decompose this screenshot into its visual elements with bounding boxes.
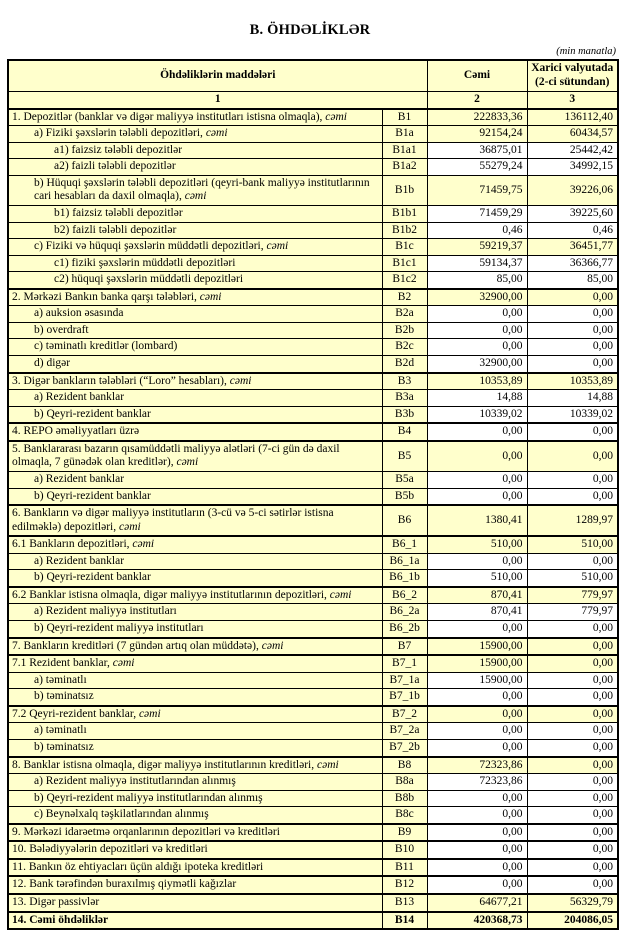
table-row bbox=[8, 604, 618, 621]
table-row bbox=[8, 638, 618, 656]
row-code: B1c2 bbox=[382, 272, 427, 289]
foreign-currency-value: 0,00 bbox=[527, 723, 618, 740]
row-code: B3a bbox=[382, 390, 427, 407]
header-col-1: 1 bbox=[8, 92, 427, 109]
table-row bbox=[8, 306, 618, 323]
row-label: 1. Depozitlər (banklar və digər maliyyə institutları istisna olmaqla), cəmi bbox=[8, 109, 382, 126]
table-row bbox=[8, 159, 618, 176]
row-code: B2a bbox=[382, 306, 427, 323]
total-value: 92154,24 bbox=[427, 126, 527, 143]
table-row bbox=[8, 289, 618, 306]
total-value: 0,46 bbox=[427, 222, 527, 239]
foreign-currency-value: 204086,05 bbox=[527, 912, 618, 930]
row-code: B10 bbox=[382, 841, 427, 859]
total-value: 32900,00 bbox=[427, 289, 527, 306]
row-code: B3 bbox=[382, 373, 427, 390]
total-value: 10353,89 bbox=[427, 373, 527, 390]
row-label-italic: cəmi bbox=[322, 110, 348, 123]
table-row bbox=[8, 841, 618, 859]
total-value: 0,00 bbox=[427, 876, 527, 894]
table-row bbox=[8, 175, 618, 205]
row-label-italic: cəmi bbox=[326, 588, 352, 601]
total-value: 71459,75 bbox=[427, 175, 527, 205]
table-row bbox=[8, 126, 618, 143]
row-label-italic: cəmi bbox=[196, 290, 222, 303]
row-label: a) Rezident banklar bbox=[8, 553, 382, 570]
row-code: B11 bbox=[382, 859, 427, 877]
total-value: 0,00 bbox=[427, 841, 527, 859]
row-code: B1a bbox=[382, 126, 427, 143]
row-label: b2) faizli tələbli depozitlər bbox=[8, 222, 382, 239]
row-label: 13. Digər passivlər bbox=[8, 894, 382, 912]
total-value: 0,00 bbox=[427, 739, 527, 756]
table-row bbox=[8, 706, 618, 723]
table-row bbox=[8, 536, 618, 553]
row-label: c) Fiziki və hüquqi şəxslərin müddətli depozitləri, cəmi bbox=[8, 239, 382, 256]
row-code: B6_1 bbox=[382, 536, 427, 553]
foreign-currency-value: 0,00 bbox=[527, 757, 618, 774]
row-label-italic: cəmi bbox=[173, 456, 199, 469]
row-label: 4. REPO əməliyyatları üzrə bbox=[8, 423, 382, 441]
foreign-currency-value: 0,00 bbox=[527, 553, 618, 570]
total-value: 870,41 bbox=[427, 587, 527, 604]
header-row-titles bbox=[8, 60, 618, 92]
row-label: a) auksion əsasında bbox=[8, 306, 382, 323]
row-label: 10. Bələdiyyələrin depozitləri və kreditləri bbox=[8, 841, 382, 859]
row-code: B14 bbox=[382, 912, 427, 930]
row-code: B7 bbox=[382, 638, 427, 656]
row-label: b) təminatsız bbox=[8, 739, 382, 756]
foreign-currency-value: 36451,77 bbox=[527, 239, 618, 256]
table-row bbox=[8, 807, 618, 824]
foreign-currency-value: 510,00 bbox=[527, 536, 618, 553]
total-value: 72323,86 bbox=[427, 774, 527, 791]
table-row bbox=[8, 505, 618, 536]
total-value: 0,00 bbox=[427, 621, 527, 638]
header-total: Cəmi bbox=[427, 60, 527, 92]
row-label: a1) faizsiz tələbli depozitlər bbox=[8, 142, 382, 159]
row-code: B2 bbox=[382, 289, 427, 306]
table-row bbox=[8, 406, 618, 423]
table-header bbox=[8, 60, 618, 109]
total-value: 420368,73 bbox=[427, 912, 527, 930]
row-label: b) overdraft bbox=[8, 322, 382, 339]
foreign-currency-value: 0,00 bbox=[527, 859, 618, 877]
header-foreign: Xarici valyutada (2-ci sütundan) bbox=[527, 60, 618, 92]
total-value: 0,00 bbox=[427, 471, 527, 488]
foreign-currency-value: 0,46 bbox=[527, 222, 618, 239]
row-code: B6_1a bbox=[382, 553, 427, 570]
row-label: a2) faizli tələbli depozitlər bbox=[8, 159, 382, 176]
foreign-currency-value: 0,00 bbox=[527, 774, 618, 791]
foreign-currency-value: 510,00 bbox=[527, 570, 618, 587]
row-code: B12 bbox=[382, 876, 427, 894]
row-label: c1) fiziki şəxslərin müddətli depozitləri bbox=[8, 255, 382, 272]
header-row-numbers bbox=[8, 92, 618, 109]
row-label: c) Beynəlxalq təşkilatlarından alınmış bbox=[8, 807, 382, 824]
row-code: B6_2b bbox=[382, 621, 427, 638]
table-row bbox=[8, 239, 618, 256]
row-code: B2c bbox=[382, 339, 427, 356]
total-value: 0,00 bbox=[427, 824, 527, 842]
total-value: 0,00 bbox=[427, 441, 527, 472]
row-label: b) Qeyri-rezident maliyyə institutları bbox=[8, 621, 382, 638]
row-label: b) Qeyri-rezident maliyyə institutlarından alınmış bbox=[8, 790, 382, 807]
row-label-italic: cəmi bbox=[258, 639, 284, 652]
table-row bbox=[8, 824, 618, 842]
total-value: 32900,00 bbox=[427, 356, 527, 373]
total-value: 85,00 bbox=[427, 272, 527, 289]
row-label: a) təminatlı bbox=[8, 672, 382, 689]
row-label: a) Fiziki şəxslərin tələbli depozitləri, cəmi bbox=[8, 126, 382, 143]
total-value: 14,88 bbox=[427, 390, 527, 407]
row-label: 7. Bankların kreditləri (7 gündən artıq olan müddətə), cəmi bbox=[8, 638, 382, 656]
row-code: B3b bbox=[382, 406, 427, 423]
row-code: B1b1 bbox=[382, 205, 427, 222]
row-label: b) Qeyri-rezident banklar bbox=[8, 570, 382, 587]
row-code: B8a bbox=[382, 774, 427, 791]
row-code: B1b bbox=[382, 175, 427, 205]
header-items: Öhdəliklərin maddələri bbox=[8, 60, 427, 92]
foreign-currency-value: 0,00 bbox=[527, 841, 618, 859]
total-value: 15900,00 bbox=[427, 655, 527, 672]
total-value: 1380,41 bbox=[427, 505, 527, 536]
row-code: B2d bbox=[382, 356, 427, 373]
foreign-currency-value: 0,00 bbox=[527, 689, 618, 706]
row-label: 6.1 Bankların depozitləri, cəmi bbox=[8, 536, 382, 553]
table-row bbox=[8, 471, 618, 488]
row-code: B7_1a bbox=[382, 672, 427, 689]
row-code: B6_2a bbox=[382, 604, 427, 621]
row-label: 2. Mərkəzi Bankın banka qarşı tələbləri, cəmi bbox=[8, 289, 382, 306]
table-row bbox=[8, 272, 618, 289]
total-value: 15900,00 bbox=[427, 672, 527, 689]
row-label: b1) faizsiz tələbli depozitlər bbox=[8, 205, 382, 222]
table-row bbox=[8, 322, 618, 339]
foreign-currency-value: 0,00 bbox=[527, 739, 618, 756]
row-label: 5. Banklararası bazarın qısamüddətli maliyyə alətləri (7-ci gün də daxil olmaqla, 7 günədək olan kreditlər), cəmi bbox=[8, 441, 382, 472]
table-row bbox=[8, 790, 618, 807]
row-code: B6 bbox=[382, 505, 427, 536]
foreign-currency-value: 56329,79 bbox=[527, 894, 618, 912]
foreign-currency-value: 0,00 bbox=[527, 441, 618, 472]
row-label: a) Rezident maliyyə institutları bbox=[8, 604, 382, 621]
liabilities-table bbox=[7, 59, 619, 930]
total-value: 222833,36 bbox=[427, 109, 527, 126]
foreign-currency-value: 60434,57 bbox=[527, 126, 618, 143]
row-code: B6_1b bbox=[382, 570, 427, 587]
unit-note: (min manatla) bbox=[556, 46, 616, 57]
table-row bbox=[8, 142, 618, 159]
row-code: B7_2a bbox=[382, 723, 427, 740]
row-label: 14. Cəmi öhdəliklər bbox=[8, 912, 382, 930]
table-row bbox=[8, 339, 618, 356]
foreign-currency-value: 0,00 bbox=[527, 638, 618, 656]
row-code: B8b bbox=[382, 790, 427, 807]
row-code: B7_2 bbox=[382, 706, 427, 723]
table-row bbox=[8, 912, 618, 930]
total-value: 0,00 bbox=[427, 706, 527, 723]
total-value: 36875,01 bbox=[427, 142, 527, 159]
total-value: 0,00 bbox=[427, 339, 527, 356]
row-label: c2) hüquqi şəxslərin müddətli depozitləri bbox=[8, 272, 382, 289]
table-row bbox=[8, 723, 618, 740]
row-label: b) Hüquqi şəxslərin tələbli depozitləri (qeyri-bank maliyyə institutlarının cari hesabları da daxil olmaqla), cəmi bbox=[8, 175, 382, 205]
row-label-italic: cəmi bbox=[109, 657, 135, 670]
row-label: b) Qeyri-rezident banklar bbox=[8, 488, 382, 505]
row-label-italic: cəmi bbox=[226, 374, 252, 387]
header-col-2: 2 bbox=[427, 92, 527, 109]
table-row bbox=[8, 488, 618, 505]
table-row bbox=[8, 757, 618, 774]
table-row bbox=[8, 255, 618, 272]
row-label: a) Rezident maliyyə institutlarından alınmış bbox=[8, 774, 382, 791]
total-value: 64677,21 bbox=[427, 894, 527, 912]
row-label: c) təminatlı kreditlər (lombard) bbox=[8, 339, 382, 356]
row-label: 7.2 Qeyri-rezident banklar, cəmi bbox=[8, 706, 382, 723]
row-label: 6.2 Banklar istisna olmaqla, digər maliyyə institutlarının depozitləri, cəmi bbox=[8, 587, 382, 604]
table-row bbox=[8, 672, 618, 689]
table-body bbox=[8, 109, 618, 930]
row-label: 7.1 Rezident banklar, cəmi bbox=[8, 655, 382, 672]
table-row bbox=[8, 222, 618, 239]
row-code: B5b bbox=[382, 488, 427, 505]
row-code: B6_2 bbox=[382, 587, 427, 604]
row-code: B7_1b bbox=[382, 689, 427, 706]
row-code: B5a bbox=[382, 471, 427, 488]
foreign-currency-value: 0,00 bbox=[527, 322, 618, 339]
row-label-italic: cəmi bbox=[263, 240, 289, 253]
total-value: 510,00 bbox=[427, 570, 527, 587]
table-row bbox=[8, 570, 618, 587]
table-row bbox=[8, 441, 618, 472]
row-label: 6. Bankların və digər maliyyə institutların (3-cü və 5-ci sətirlər istisna edilməklə) depozitləri, cəmi bbox=[8, 505, 382, 536]
row-label: 9. Mərkəzi idarəetmə orqanlarının depozitləri və kreditləri bbox=[8, 824, 382, 842]
row-code: B1c bbox=[382, 239, 427, 256]
row-label: d) digər bbox=[8, 356, 382, 373]
foreign-currency-value: 34992,15 bbox=[527, 159, 618, 176]
total-value: 55279,24 bbox=[427, 159, 527, 176]
total-value: 72323,86 bbox=[427, 757, 527, 774]
table-row bbox=[8, 739, 618, 756]
row-code: B1c1 bbox=[382, 255, 427, 272]
table-row bbox=[8, 774, 618, 791]
row-label: 8. Banklar istisna olmaqla, digər maliyyə institutlarının kreditləri, cəmi bbox=[8, 757, 382, 774]
foreign-currency-value: 0,00 bbox=[527, 471, 618, 488]
page-title: B. ÖHDƏLİKLƏR bbox=[249, 22, 371, 38]
foreign-currency-value: 14,88 bbox=[527, 390, 618, 407]
row-code: B5 bbox=[382, 441, 427, 472]
foreign-currency-value: 10339,02 bbox=[527, 406, 618, 423]
row-label-italic: cəmi bbox=[181, 190, 207, 203]
row-label: a) təminatlı bbox=[8, 723, 382, 740]
row-label-italic: cəmi bbox=[136, 707, 161, 720]
row-label-italic: cəmi bbox=[129, 538, 155, 551]
total-value: 15900,00 bbox=[427, 638, 527, 656]
table-row bbox=[8, 553, 618, 570]
foreign-currency-value: 10353,89 bbox=[527, 373, 618, 390]
row-code: B8 bbox=[382, 757, 427, 774]
foreign-currency-value: 779,97 bbox=[527, 604, 618, 621]
row-label-italic: cəmi bbox=[202, 127, 228, 140]
total-value: 0,00 bbox=[427, 306, 527, 323]
total-value: 59134,37 bbox=[427, 255, 527, 272]
table-row bbox=[8, 390, 618, 407]
total-value: 870,41 bbox=[427, 604, 527, 621]
row-code: B2b bbox=[382, 322, 427, 339]
total-value: 0,00 bbox=[427, 322, 527, 339]
total-value: 59219,37 bbox=[427, 239, 527, 256]
foreign-currency-value: 0,00 bbox=[527, 289, 618, 306]
total-value: 0,00 bbox=[427, 859, 527, 877]
row-label-italic: cəmi bbox=[116, 520, 141, 533]
row-label: a) Rezident banklar bbox=[8, 471, 382, 488]
table-row bbox=[8, 423, 618, 441]
foreign-currency-value: 0,00 bbox=[527, 876, 618, 894]
total-value: 510,00 bbox=[427, 536, 527, 553]
total-value: 10339,02 bbox=[427, 406, 527, 423]
row-code: B7_2b bbox=[382, 739, 427, 756]
foreign-currency-value: 0,00 bbox=[527, 423, 618, 441]
foreign-currency-value: 85,00 bbox=[527, 272, 618, 289]
foreign-currency-value: 0,00 bbox=[527, 488, 618, 505]
row-label: 11. Bankın öz ehtiyacları üçün aldığı ipoteka kreditləri bbox=[8, 859, 382, 877]
row-code: B9 bbox=[382, 824, 427, 842]
foreign-currency-value: 0,00 bbox=[527, 621, 618, 638]
foreign-currency-value: 25442,42 bbox=[527, 142, 618, 159]
header-col-3: 3 bbox=[527, 92, 618, 109]
foreign-currency-value: 0,00 bbox=[527, 356, 618, 373]
foreign-currency-value: 0,00 bbox=[527, 807, 618, 824]
row-label: 12. Bank tərəfindən buraxılmış qiymətli kağızlar bbox=[8, 876, 382, 894]
foreign-currency-value: 0,00 bbox=[527, 672, 618, 689]
row-label: b) Qeyri-rezident banklar bbox=[8, 406, 382, 423]
row-code: B7_1 bbox=[382, 655, 427, 672]
table-row bbox=[8, 373, 618, 390]
table-row bbox=[8, 621, 618, 638]
total-value: 0,00 bbox=[427, 807, 527, 824]
table-row bbox=[8, 109, 618, 126]
row-code: B8c bbox=[382, 807, 427, 824]
foreign-currency-value: 136112,40 bbox=[527, 109, 618, 126]
foreign-currency-value: 0,00 bbox=[527, 339, 618, 356]
table-row bbox=[8, 587, 618, 604]
foreign-currency-value: 0,00 bbox=[527, 706, 618, 723]
foreign-currency-value: 0,00 bbox=[527, 790, 618, 807]
foreign-currency-value: 0,00 bbox=[527, 824, 618, 842]
total-value: 0,00 bbox=[427, 553, 527, 570]
row-code: B1a2 bbox=[382, 159, 427, 176]
foreign-currency-value: 36366,77 bbox=[527, 255, 618, 272]
total-value: 0,00 bbox=[427, 723, 527, 740]
table-row bbox=[8, 689, 618, 706]
foreign-currency-value: 0,00 bbox=[527, 306, 618, 323]
table-row bbox=[8, 205, 618, 222]
total-value: 0,00 bbox=[427, 488, 527, 505]
row-code: B1a1 bbox=[382, 142, 427, 159]
row-label: 3. Digər bankların tələbləri (“Loro” hesabları), cəmi bbox=[8, 373, 382, 390]
foreign-currency-value: 1289,97 bbox=[527, 505, 618, 536]
foreign-currency-value: 0,00 bbox=[527, 655, 618, 672]
table-row bbox=[8, 876, 618, 894]
total-value: 0,00 bbox=[427, 423, 527, 441]
row-label-italic: cəmi bbox=[314, 758, 339, 771]
row-label: a) Rezident banklar bbox=[8, 390, 382, 407]
row-code: B13 bbox=[382, 894, 427, 912]
foreign-currency-value: 39225,60 bbox=[527, 205, 618, 222]
total-value: 0,00 bbox=[427, 790, 527, 807]
table-row bbox=[8, 894, 618, 912]
table-row bbox=[8, 655, 618, 672]
table-row bbox=[8, 859, 618, 877]
foreign-currency-value: 779,97 bbox=[527, 587, 618, 604]
row-code: B4 bbox=[382, 423, 427, 441]
row-label: b) təminatsız bbox=[8, 689, 382, 706]
table-row bbox=[8, 356, 618, 373]
row-code: B1b2 bbox=[382, 222, 427, 239]
row-code: B1 bbox=[382, 109, 427, 126]
total-value: 0,00 bbox=[427, 689, 527, 706]
total-value: 71459,29 bbox=[427, 205, 527, 222]
foreign-currency-value: 39226,06 bbox=[527, 175, 618, 205]
